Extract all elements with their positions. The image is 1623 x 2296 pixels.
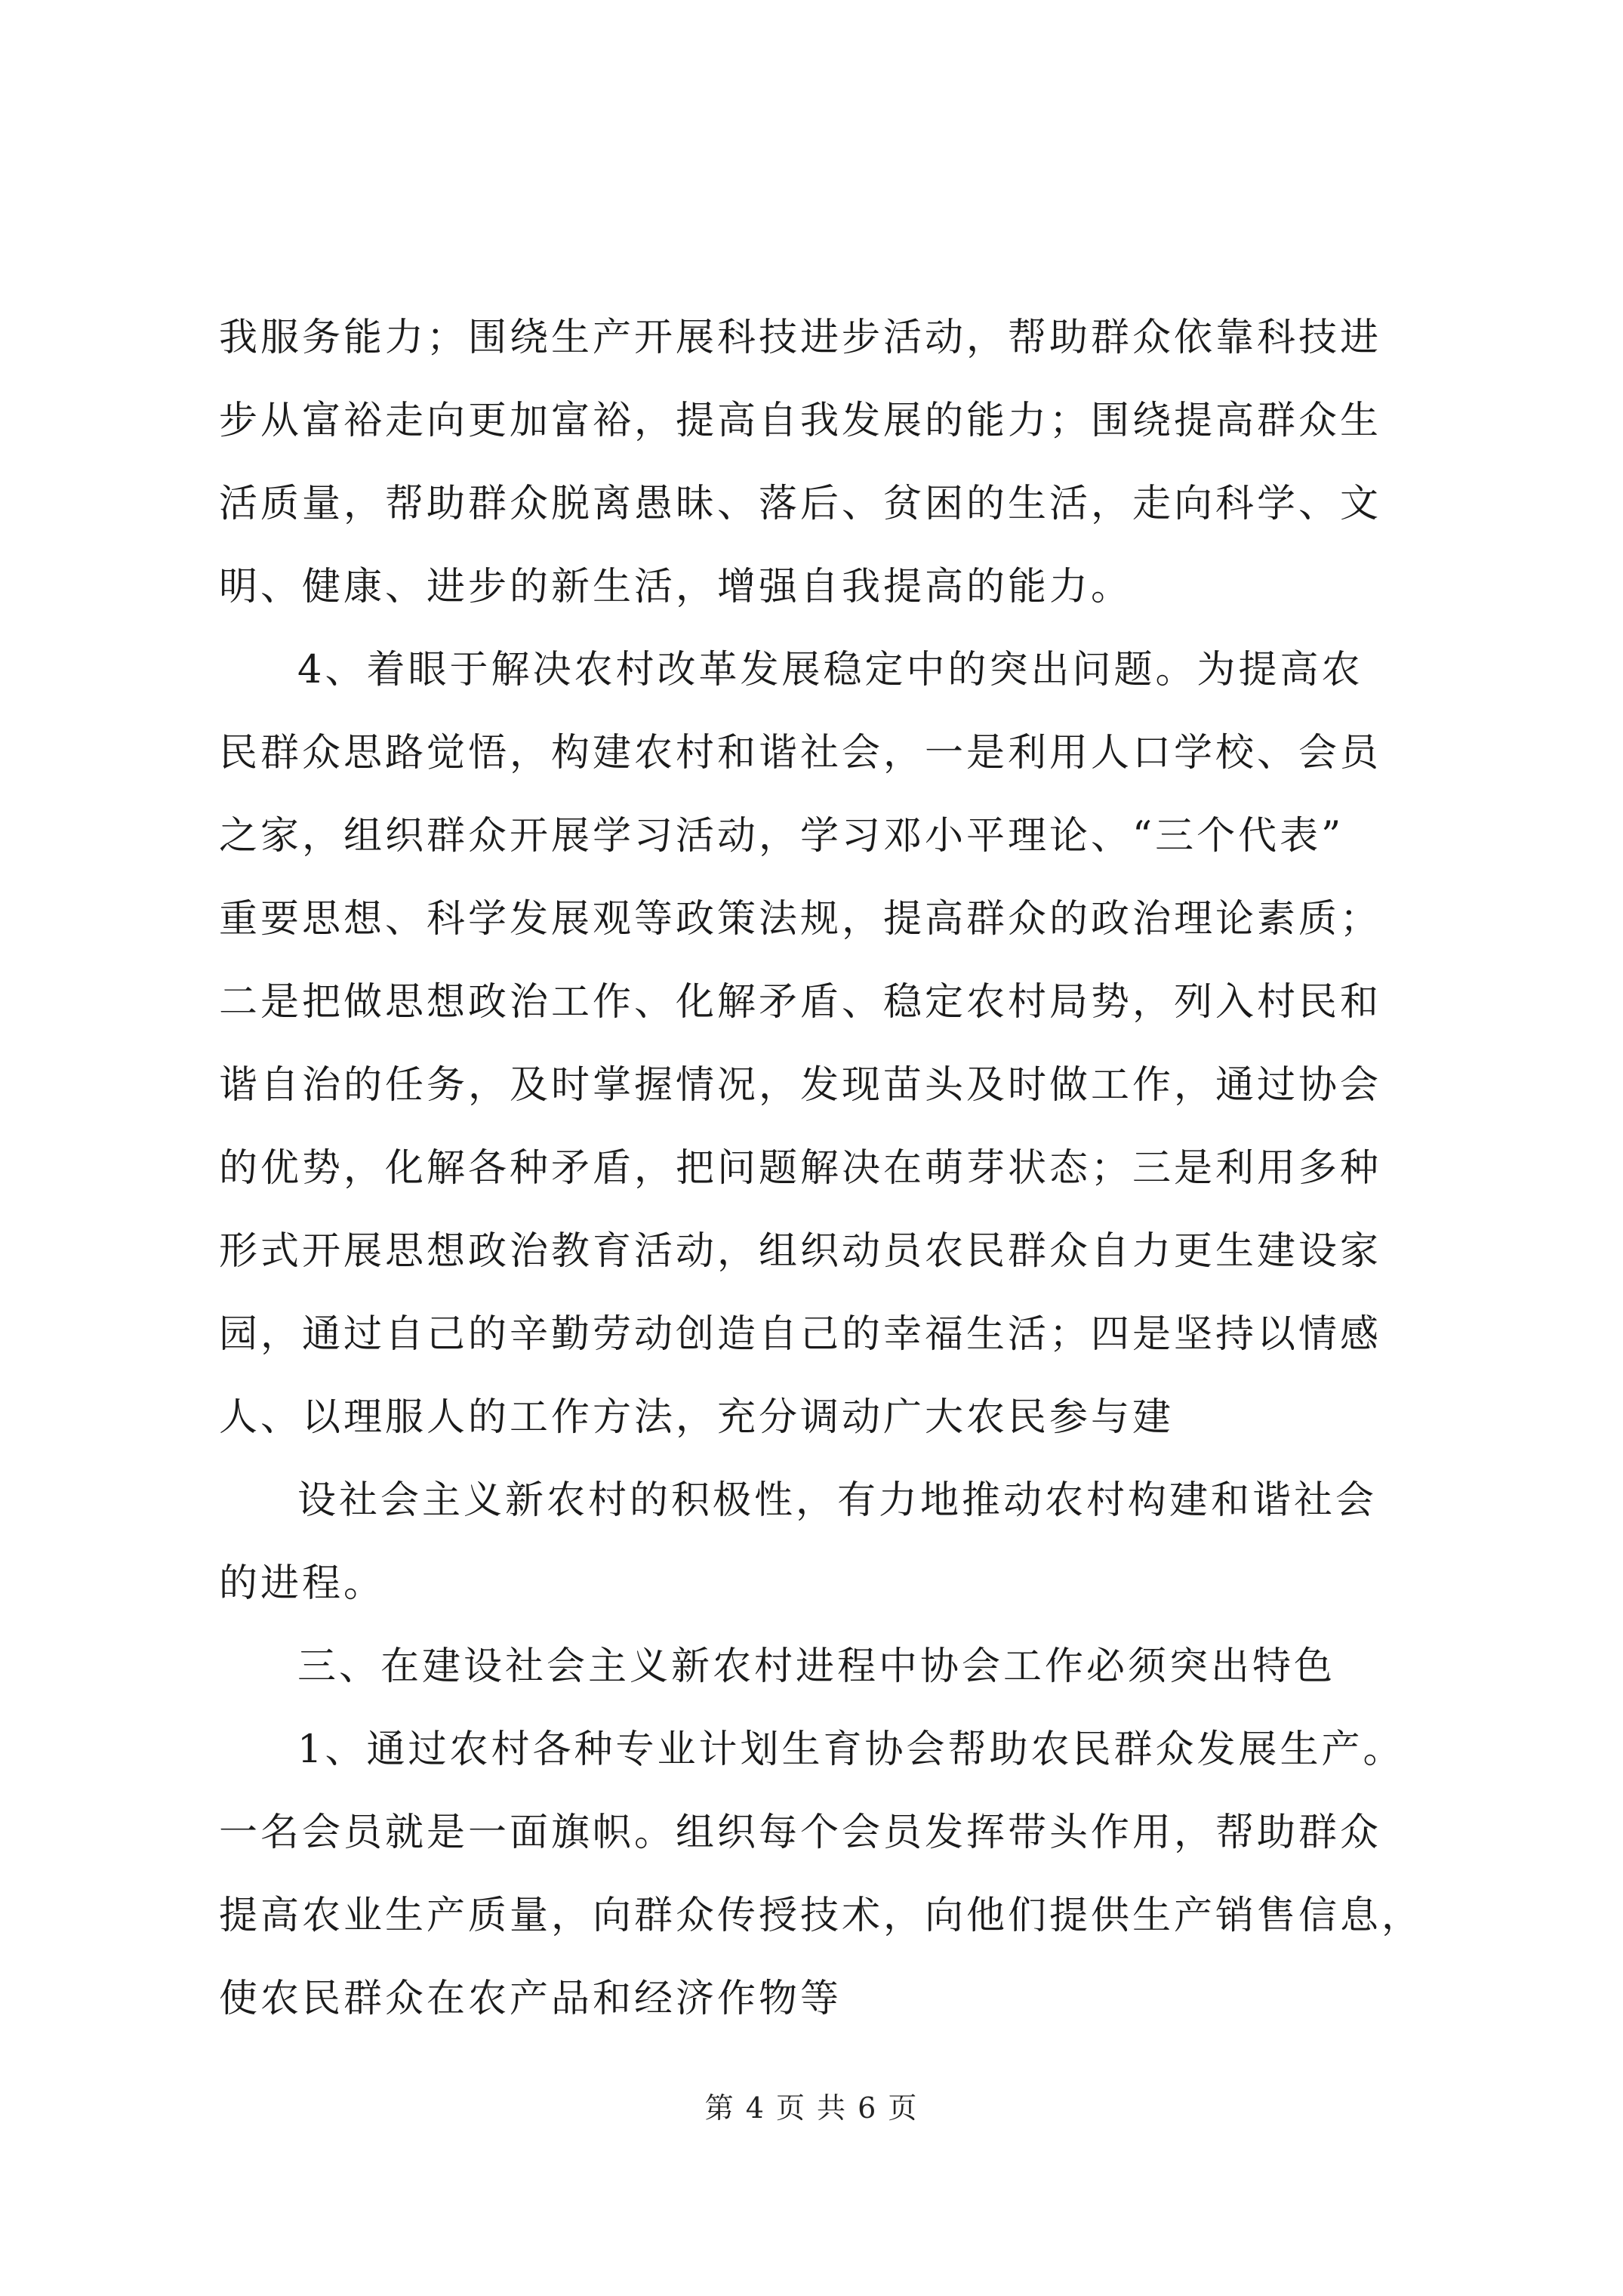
body-text-line: 谐自治的任务，及时掌握情况，发现苗头及时做工作，通过协会	[219, 1063, 1382, 1108]
body-text-line: 二是把做思想政治工作、化解矛盾、稳定农村局势，列入村民和	[219, 980, 1382, 1025]
body-text-line: 明、健康、进步的新生活，增强自我提高的能力。	[219, 565, 1133, 609]
body-text-line: 我服务能力；围绕生产开展科技进步活动，帮助群众依靠科技进	[219, 316, 1382, 360]
paragraph-start-line: 1、通过农村各种专业计划生育协会帮助农民群众发展生产。	[297, 1727, 1405, 1772]
body-text-line: 使农民群众在农产品和经济作物等	[219, 1977, 842, 2021]
body-text-line: 一名会员就是一面旗帜。组织每个会员发挥带头作用，帮助群众	[219, 1811, 1382, 1855]
paragraph-start-line: 设社会主义新农村的积极性，有力地推动农村构建和谐社会	[297, 1478, 1378, 1523]
body-text-line: 民群众思路觉悟，构建农村和谐社会，一是利用人口学校、会员	[219, 731, 1382, 775]
body-text-line: 的优势，化解各种矛盾，把问题解决在萌芽状态；三是利用多种	[219, 1146, 1382, 1191]
body-text-line: 之家，组织群众开展学习活动，学习邓小平理论、“三个代表”	[219, 814, 1344, 858]
body-text-line: 形式开展思想政治教育活动，组织动员农民群众自力更生建设家	[219, 1229, 1382, 1274]
body-text-line: 重要思想、科学发展观等政策法规，提高群众的政治理论素质；	[219, 897, 1382, 942]
body-text-line: 园，通过自己的辛勤劳动创造自己的幸福生活；四是坚持以情感	[219, 1312, 1382, 1357]
paragraph-start-line: 4、着眼于解决农村改革发展稳定中的突出问题。为提高农	[297, 648, 1363, 692]
body-text-line: 的进程。	[219, 1561, 386, 1606]
body-text-line: 人、以理服人的工作方法，充分调动广大农民参与建	[219, 1395, 1175, 1440]
section-heading: 三、在建设社会主义新农村进程中协会工作必须突出特色	[297, 1644, 1336, 1689]
page-number-footer: 第 4 页 共 6 页	[704, 2091, 919, 2125]
body-text-line: 提高农业生产质量，向群众传授技术，向他们提供生产销售信息，	[219, 1894, 1424, 1938]
body-text-line: 活质量，帮助群众脱离愚昧、落后、贫困的生活，走向科学、文	[219, 482, 1382, 526]
body-text-line: 步从富裕走向更加富裕，提高自我发展的能力；围绕提高群众生	[219, 399, 1382, 443]
